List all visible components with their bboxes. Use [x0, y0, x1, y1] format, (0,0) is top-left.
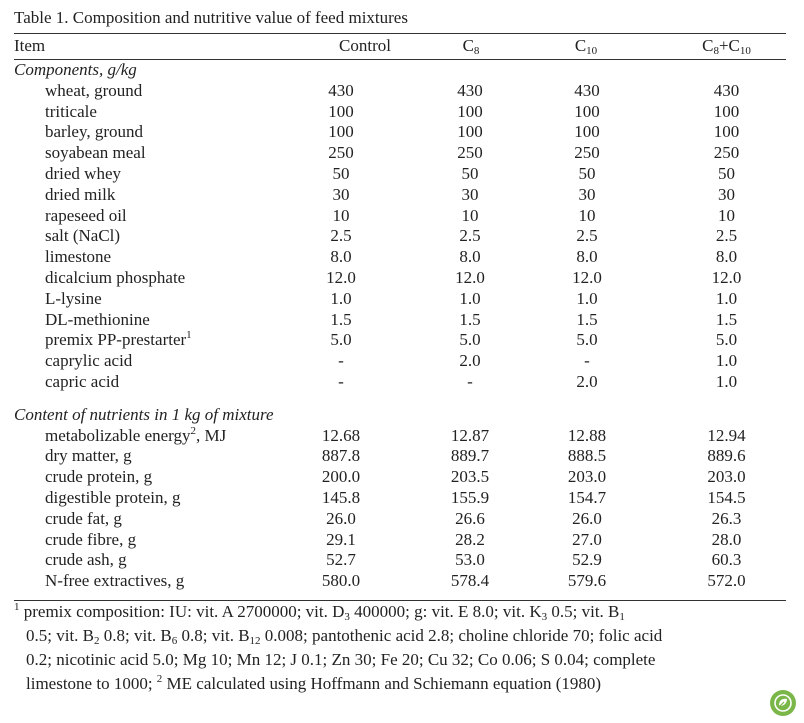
row-value: 8.0 — [715, 247, 738, 267]
row-value: 5.0 — [459, 330, 481, 350]
row-label: metabolizable energy$^2$, MJ — [45, 424, 227, 445]
row-value: 203.0 — [567, 467, 607, 487]
row-value: 1.0 — [715, 371, 738, 391]
row-label: N-free extractives, g — [45, 571, 185, 591]
table-row — [14, 426, 786, 447]
row-value: 100 — [457, 101, 483, 121]
table-row — [14, 372, 786, 393]
table-row — [14, 143, 786, 164]
table-row — [14, 102, 786, 123]
table-row — [14, 509, 786, 530]
row-value: 52.9 — [572, 550, 602, 570]
row-value: 5.0 — [576, 330, 598, 350]
row-value: 250 — [713, 143, 740, 163]
row-value: 203.5 — [450, 467, 490, 487]
row-value: 579.6 — [567, 571, 607, 591]
row-label: caprylic acid — [45, 351, 133, 371]
row-value: 30 — [578, 184, 596, 204]
section-heading-row — [14, 405, 786, 426]
row-value: - — [584, 351, 590, 371]
row-value: 430 — [457, 80, 483, 100]
section-heading-row — [14, 60, 786, 81]
table-row — [14, 206, 786, 227]
row-value: - — [338, 371, 344, 391]
row-value: 145.8 — [321, 487, 361, 507]
row-value: 53.0 — [455, 550, 485, 570]
row-value: 2.5 — [330, 226, 352, 246]
row-value: 52.7 — [326, 550, 356, 570]
row-label: dried milk — [45, 184, 116, 204]
row-value: 26.6 — [455, 508, 485, 528]
top-rule — [14, 33, 786, 34]
row-value: 12.0 — [455, 267, 485, 287]
footnote-line-3: 0.2; nicotinic acid 5.0; Mg 10; Mn 12; J 0.1; Zn 30; Fe 20; Cu 32; Co 0.06; S 0.04; complete — [26, 650, 656, 669]
row-value: 10 — [461, 205, 479, 225]
components-section — [14, 60, 786, 393]
table-header-row — [14, 36, 786, 60]
table-row — [14, 571, 786, 592]
row-label: salt (NaCl) — [45, 226, 121, 246]
row-value: 887.8 — [321, 446, 361, 466]
row-value: 27.0 — [572, 529, 602, 549]
row-value: 30 — [718, 184, 735, 204]
row-value: 1.0 — [330, 288, 352, 308]
table-row — [14, 446, 786, 467]
row-value: 889.7 — [450, 446, 490, 466]
row-value: 430 — [574, 80, 600, 100]
header-c10: $C_{10}$ — [574, 36, 598, 57]
nutrients-section — [14, 405, 786, 592]
row-value: 572.0 — [707, 571, 746, 591]
table-row — [14, 268, 786, 289]
row-value: 50 — [332, 163, 350, 183]
row-value: 100 — [713, 101, 740, 121]
table-row — [14, 550, 786, 571]
row-value: 1.0 — [715, 351, 738, 371]
table-row — [14, 488, 786, 509]
row-value: 250 — [457, 143, 483, 163]
row-value: 30 — [332, 184, 350, 204]
row-label: barley, ground — [45, 122, 144, 142]
row-value: 1.0 — [576, 288, 598, 308]
header-control: Control — [339, 36, 391, 55]
footnote-line-1: $^1$ premix composition: IU: vit. A 2700000; vit. $D_3$ 400000; g: vit. E 8.0; vit. $K_3$ 0.5; vit. $B_1$ — [14, 601, 625, 623]
row-value: 12.0 — [326, 267, 356, 287]
row-value: 28.2 — [455, 529, 485, 549]
row-value: 8.0 — [459, 247, 481, 267]
table-row — [14, 289, 786, 310]
table-row — [14, 81, 786, 102]
row-value: 2.5 — [715, 226, 738, 246]
row-value: 888.5 — [567, 446, 607, 466]
table-row — [14, 467, 786, 488]
row-label: dicalcium phosphate — [45, 267, 186, 287]
row-value: 12.87 — [450, 425, 490, 445]
row-value: 100 — [574, 122, 600, 142]
row-value: 889.6 — [707, 446, 746, 466]
row-value: 26.0 — [572, 508, 602, 528]
row-value: 8.0 — [576, 247, 598, 267]
feed-composition-table — [14, 36, 786, 592]
row-value: 154.5 — [707, 487, 746, 507]
row-label: digestible protein, g — [45, 487, 181, 507]
footnote-line-2: 0.5; vit. $B_2$ 0.8; vit. $B_6$ 0.8; vit. $B_{12}$ 0.008; pantothenic acid 2.8; choline chloride 70; folic acid — [26, 626, 663, 647]
table-row — [14, 164, 786, 185]
row-value: 1.0 — [459, 288, 481, 308]
row-label: L-lysine — [45, 288, 102, 308]
row-value: 250 — [328, 143, 354, 163]
row-value: 1.5 — [459, 309, 481, 329]
header-c8: $C_8$ — [462, 36, 480, 57]
row-value: 12.0 — [711, 267, 742, 287]
row-value: 200.0 — [321, 467, 361, 487]
table-row — [14, 530, 786, 551]
row-value: 1.5 — [330, 309, 352, 329]
row-label: soyabean meal — [45, 143, 146, 163]
table-row — [14, 247, 786, 268]
row-label: crude protein, g — [45, 467, 153, 487]
table-row — [14, 330, 786, 351]
row-value: 8.0 — [330, 247, 352, 267]
row-value: 154.7 — [567, 487, 607, 507]
row-value: 10 — [332, 205, 350, 225]
row-value: 430 — [328, 80, 354, 100]
row-value: 100 — [574, 101, 600, 121]
row-value: 12.0 — [572, 267, 602, 287]
row-label: crude fibre, g — [45, 529, 137, 549]
row-label: wheat, ground — [45, 80, 143, 100]
row-value: 1.5 — [576, 309, 598, 329]
row-value: 100 — [713, 122, 740, 142]
row-value: 155.9 — [450, 487, 490, 507]
row-value: - — [338, 351, 344, 371]
row-value: 50 — [461, 163, 479, 183]
header-item: Item — [14, 36, 46, 55]
section-heading-nutrients: Content of nutrients in 1 kg of mixture — [14, 404, 274, 424]
row-label: crude fat, g — [45, 508, 122, 528]
row-value: 10 — [718, 205, 735, 225]
row-value: 2.5 — [576, 226, 598, 246]
section-heading-components: Components, g/kg — [14, 60, 137, 79]
row-value: 5.0 — [330, 330, 352, 350]
row-value: 2.5 — [459, 226, 481, 246]
row-value: 12.88 — [567, 425, 607, 445]
table-caption: Table 1. Composition and nutritive value of feed mixtures — [14, 8, 408, 27]
row-label: dry matter, g — [45, 446, 132, 466]
table-row — [14, 185, 786, 206]
row-value: 580.0 — [321, 571, 361, 591]
row-value: 100 — [328, 101, 354, 121]
header-c8-c10: $C_8+C_{10}$ — [702, 36, 751, 57]
row-label: rapeseed oil — [45, 205, 127, 225]
row-label: crude ash, g — [45, 550, 127, 570]
row-value: 26.3 — [711, 508, 742, 528]
row-value: 12.94 — [707, 425, 746, 445]
row-value: 30 — [461, 184, 479, 204]
row-value: 60.3 — [711, 550, 742, 570]
row-value: 2.0 — [459, 351, 481, 371]
row-label: DL-methionine — [45, 309, 150, 329]
row-value: 50 — [578, 163, 596, 183]
leaf-badge-icon — [770, 690, 796, 716]
row-value: 28.0 — [711, 529, 742, 549]
row-value: 5.0 — [715, 330, 738, 350]
row-value: 100 — [457, 122, 483, 142]
footnote-line-4: limestone to 1000; $^2$ ME calculated using Hoffmann and Schiemann equation (1980) — [26, 673, 602, 693]
row-value: 430 — [713, 80, 740, 100]
row-value: 2.0 — [576, 371, 598, 391]
row-value: 26.0 — [326, 508, 356, 528]
row-value: 29.1 — [326, 529, 356, 549]
row-value: 12.68 — [321, 425, 361, 445]
row-value: 1.0 — [715, 288, 738, 308]
table-row — [14, 122, 786, 143]
table-row — [14, 310, 786, 331]
footnote — [14, 600, 788, 696]
row-label: dried whey — [45, 163, 122, 183]
row-label: limestone — [45, 247, 112, 267]
row-value: 250 — [574, 143, 600, 163]
row-value: 1.5 — [715, 309, 738, 329]
row-value: - — [467, 371, 473, 391]
section-gap — [14, 393, 786, 405]
row-label: capric acid — [45, 371, 120, 391]
row-value: 100 — [328, 122, 354, 142]
row-value: 10 — [578, 205, 596, 225]
row-label: premix PP-prestarter$^1$ — [45, 329, 192, 350]
row-value: 203.0 — [707, 467, 746, 487]
table-row — [14, 226, 786, 247]
table-row — [14, 351, 786, 372]
row-value: 50 — [718, 163, 735, 183]
row-value: 578.4 — [450, 571, 490, 591]
row-label: triticale — [45, 101, 97, 121]
